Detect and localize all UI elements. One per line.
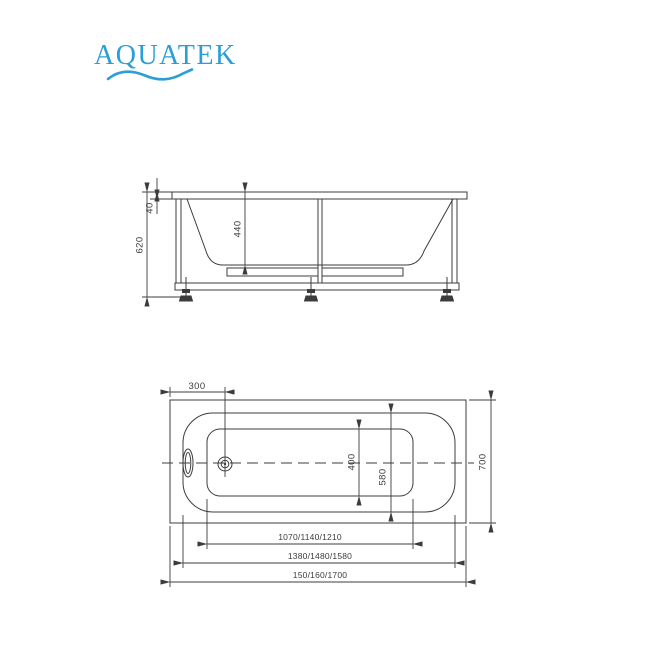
side-rim <box>172 192 467 199</box>
plan-outer-edge <box>170 400 466 523</box>
dim-label-overall-length: 150/160/1700 <box>292 570 348 580</box>
plan-inner-rim-edge <box>183 413 455 512</box>
aquatek-logo-text: AQUATEK <box>94 40 237 71</box>
side-foot-center <box>305 277 318 301</box>
dim-label-inner-width: 580 <box>377 468 389 486</box>
side-tub-basin-outline <box>187 199 453 265</box>
dim-label-bottom-length: 1070/1140/1210 <box>278 532 342 542</box>
dim-label-drain-offset: 300 <box>188 381 206 392</box>
side-frame-bottom-rail <box>175 283 459 290</box>
side-frame-center-post <box>318 199 322 283</box>
side-frame-left-post <box>176 199 181 283</box>
dim-label-rim-height: 40 <box>144 202 156 214</box>
side-elevation-view <box>135 178 468 301</box>
side-frame-right-post <box>452 199 457 283</box>
side-support-rail-left <box>227 268 318 276</box>
dim-label-overall-height: 620 <box>134 236 146 254</box>
plan-view <box>162 381 496 587</box>
dim-label-inner-depth: 440 <box>232 220 244 238</box>
dim-label-overall-width: 700 <box>477 453 489 471</box>
dim-label-inner-length: 1380/1480/1580 <box>287 551 353 561</box>
side-support-rail-right <box>322 268 403 276</box>
dim-label-bottom-width: 400 <box>346 453 358 471</box>
